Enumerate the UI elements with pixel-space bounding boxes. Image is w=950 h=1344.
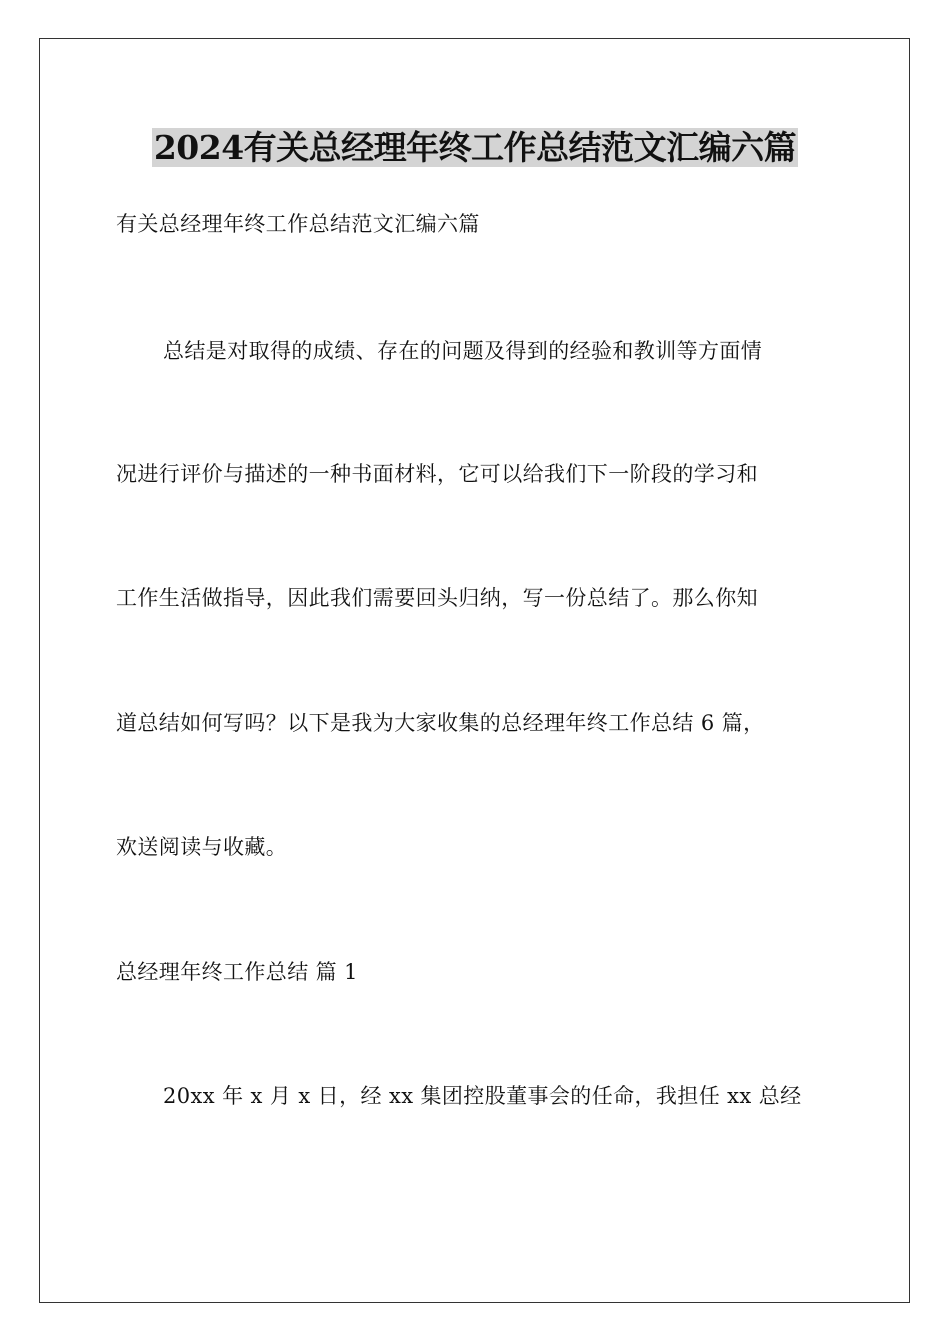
intro-line-4: 道总结如何写吗？以下是我为大家收集的总经理年终工作总结 6 篇， [116,711,765,735]
document-subtitle: 有关总经理年终工作总结范文汇编六篇 [116,212,480,236]
document-title: 2024有关总经理年终工作总结范文汇编六篇 [153,128,797,167]
intro-line-1: 总结是对取得的成绩、存在的问题及得到的经验和教训等方面情 [163,339,763,363]
section-heading: 总经理年终工作总结 篇 1 [116,960,358,984]
intro-line-3: 工作生活做指导，因此我们需要回头归纳，写一份总结了。那么你知 [116,586,758,610]
section-paragraph-line-1: 20xx 年 x 月 x 日，经 xx 集团控股董事会的任命，我担任 xx 总经 [163,1084,802,1108]
intro-line-2: 况进行评价与描述的一种书面材料，它可以给我们下一阶段的学习和 [116,462,758,486]
intro-line-5: 欢送阅读与收藏。 [116,835,288,859]
